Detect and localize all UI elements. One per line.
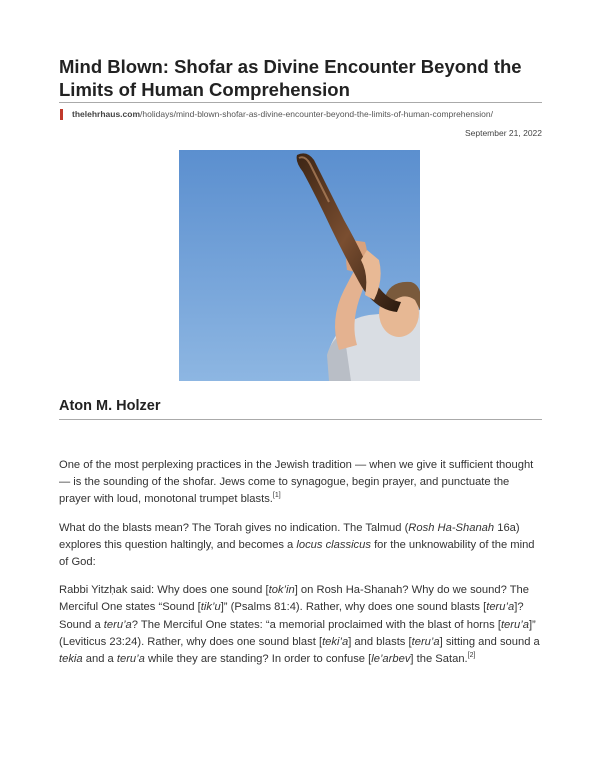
shofar-photo-illustration <box>179 150 420 381</box>
article-body <box>59 457 542 679</box>
article-author: Aton M. Holzer <box>59 398 542 420</box>
publish-date: September 21, 2022 <box>464 128 542 138</box>
paragraph-1 <box>59 457 542 509</box>
article-photo <box>179 150 420 381</box>
article-title: Mind Blown: Shofar as Divine Encounter Beyond the Limits of Human Comprehension <box>59 56 522 100</box>
accent-bar <box>60 109 63 120</box>
talmud-quote: Rabbi Yitzḥak said: Why does one sound [tok’in] on Rosh Ha-Shanah? Why do we sound? The Merciful One states “Sound [tik’u]” (Psalms 81:4). Rather, why does one sound blasts [teru’a]? Sound a teru’a? The Merciful One states: “a memorial proclaimed with the blast of horns [teru’a]” (Leviticus 23:24). Rather, why does one sound blast [teki’a] and blasts [teru’a] sitting and sound a tekia and a teru’a while they are standing? In order to confuse [le’arbev] the Satan.[2] <box>59 584 540 666</box>
source-url[interactable] <box>72 109 493 119</box>
source-url-row <box>59 102 542 127</box>
url-domain: thelehrhaus.com <box>72 109 141 119</box>
paragraph-1-text: One of the most perplexing practices in the Jewish tradition — when we give it sufficient thought — is the sounding of the shofar. Jews come to synagogue, begin prayer, and punctuate the prayer with loud, monotonal trumpet blasts. <box>59 459 534 506</box>
footnote-2[interactable]: [2] <box>467 652 476 660</box>
url-path: /holidays/mind-blown-shofar-as-divine-encounter-beyond-the-limits-of-human-comprehension/ <box>140 109 493 119</box>
paragraph-2: What do the blasts mean? The Torah gives no indication. The Talmud (Rosh Ha-Shanah 16a) explores this question haltingly, and becomes a locus classicus for the unknowability of the mind of God: <box>59 521 535 569</box>
footnote-1[interactable]: [1] <box>272 492 281 500</box>
